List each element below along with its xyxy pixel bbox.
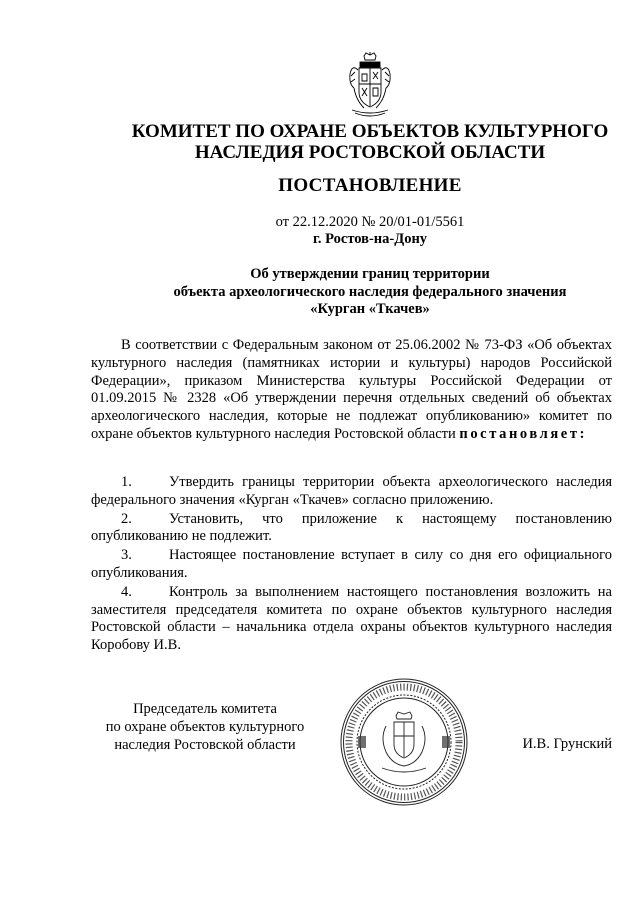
round-seal-icon [338,676,470,808]
resolution-item [91,547,612,583]
resolution-item [91,584,612,655]
item-number: 3. [121,547,132,564]
coat-of-arms-icon [346,52,394,120]
item-text: Настоящее постановление вступает в силу со дня его официального опубликования. [91,547,612,581]
signer-position-line2: по охране объектов культурного [105,719,305,735]
resolution-item [91,511,612,547]
preamble [91,337,612,444]
subject-line1: Об утверждении границ территории [250,266,490,282]
committee-name-line1: КОМИТЕТ ПО ОХРАНЕ ОБЪЕКТОВ КУЛЬТУРНОГО [131,121,609,142]
item-number: 2. [121,510,132,527]
subject-line3: «Курган «Ткачев» [310,301,430,317]
item-text: Утвердить границы территории объекта археологического наследия федерального значения «Курган «Ткачев» согласно приложению. [91,474,612,508]
signer-position [80,700,330,754]
document-subject [90,266,640,319]
item-text: Контроль за выполнением настоящего постановления возложить на заместителя председателя комитета по охране объектов культурного наследия Ростовской области – начальника отдела охраны объектов культурного наследия Коробову И.В. [91,583,612,654]
item-number: 1. [121,474,132,490]
item-text: Установить, что приложение к настоящему постановлению опубликованию не подлежит. [91,510,612,545]
item-number: 4. [121,583,132,600]
document-type: ПОСТАНОВЛЕНИЕ [278,175,462,196]
committee-name-line2: НАСЛЕДИЯ РОСТОВСКОЙ ОБЛАСТИ [194,142,546,163]
signer-position-line3: наследия Ростовской области [114,737,296,753]
subject-line2: объекта археологического наследия федерального значения [173,283,567,300]
signer-position-line1: Председатель комитета [133,701,277,717]
document-place: г. Ростов-на-Дону [312,231,428,247]
signer-name: И.В. Грунский [522,736,612,752]
resolution-item [91,474,612,510]
document-date-number: от 22.12.2020 № 20/01-01/5561 [275,214,465,230]
preamble-text: В соответствии с Федеральным законом от 25.06.2002 № 73-ФЗ «Об объектах культурного наследия (памятниках истории и культуры) народов Российской Федерации», приказом Министерства культуры Российской Федерации от 01.09.2015 № 2328 «Об утверждении перечня отдельных сведений об объектах археологического наследия, которые не подлежат опубликованию» комитет по охране объектов культурного наследия Ростовской области [91,337,612,442]
resolves-word: постановляет: [459,425,587,442]
committee-name [90,121,640,163]
resolution-items [91,474,612,656]
